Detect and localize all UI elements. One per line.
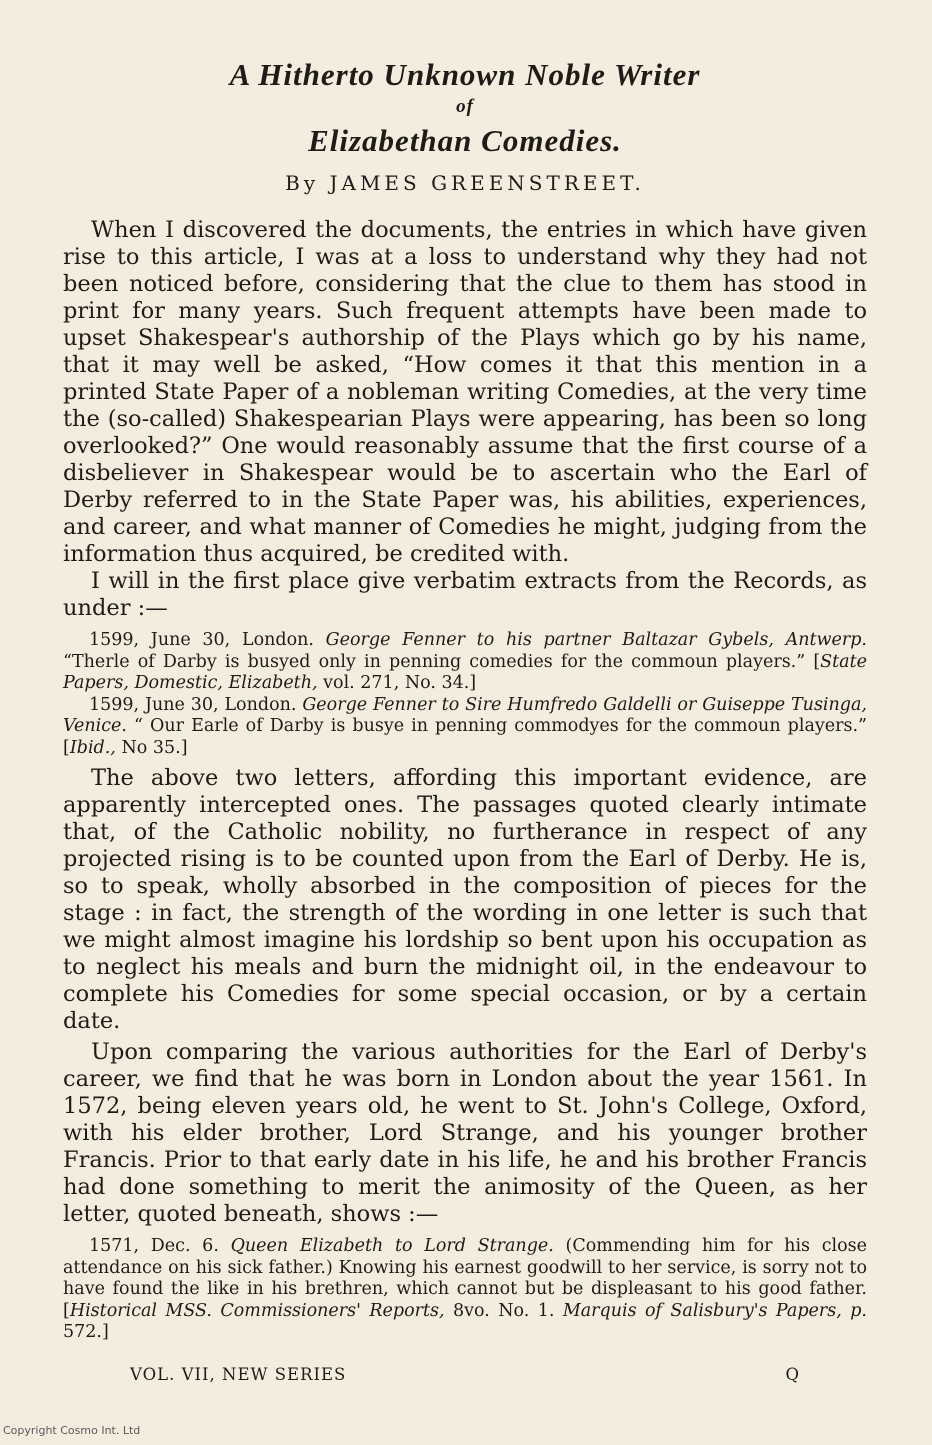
article-page [63,55,867,1350]
extract-2-ref-open: [ [63,737,70,758]
extract-3-ref-mid: 8vo. No. 1. [452,1300,555,1321]
page-footer [130,1365,800,1384]
paragraph-intro: When I discovered the documents, the entries in which have given rise to this article, I was at a loss to understand why they had not been noticed before, considering that the clue to them has stood in print for many years. Such frequent attempts have been made to upset Shakespear's authorship of the Plays which go by his name, that it may well be asked, “How comes it that this mention in a printed State Paper of a nobleman writing Comedies, at the very time the (so-called) Shakespearian Plays were appearing, has been so long overlooked?” One would reasonably assume that the first course of a disbeliever in Shakespear would be to ascertain who the Earl of Derby referred to in the State Paper was, his abilities, experiences, and career, and what manner of Comedies he might, judging from the information thus acquired, be credited with. [63,217,867,567]
extract-3-text: (Commending him for his close attendance on his sick father.) Knowing his earnest goodwill to her service, is sorry not to have found the like in his brethren, which cannot but be displeasant to his good father. [63,1236,867,1299]
extract-2-quote: “ Our Earle of Darby is busye in penning commodyes for the commoun players.” [134,716,867,736]
paragraph-career: Upon comparing the various authorities for the Earl of Derby's career, we find that he was born in London about the year 1561. In 1572, being eleven years old, he went to St. John's College, Oxford, with his elder brother, Lord Strange, and his younger brother Francis. Prior to that early date in his life, he and his brother Francis had done something to merit the animosity of the Queen, as her letter, quoted beneath, shows :— [63,1039,867,1227]
extract-3 [63,1236,867,1344]
extract-3-block [63,1236,867,1344]
extract-1-date: 1599, June 30, London. [89,630,314,650]
article-title: A Hitherto Unknown Noble Writer [229,57,701,92]
author-byline: By JAMES GREENSTREET. [285,171,645,195]
extract-1-ref-title: State Papers, Domestic, Elizabeth, [63,651,867,693]
copyright-watermark: Copyright Cosmo Int. Ltd [3,1424,141,1437]
extract-3-ref-rest: 572.] [63,1322,109,1342]
extract-1 [63,630,867,695]
extract-2-ref-title: Ibid., [69,737,116,758]
extract-3-ref-title: Historical MSS. Commissioners' Reports, [69,1300,445,1321]
extract-2 [63,695,867,760]
paragraph-extracts-lead: I will in the first place give verbatim extracts from the Records, as under :— [63,568,867,621]
extract-2-ref-rest: No 35.] [121,737,188,758]
extract-1-heading: George Fenner to his partner Baltazar Gybels, Antwerp. [325,630,867,650]
extract-2-date: 1599, June 30, London. [89,694,297,715]
extract-1-ref-open: [ [813,651,821,672]
extract-3-date: 1571, Dec. 6. [89,1236,219,1256]
signature-mark: Q [785,1365,800,1384]
extract-3-ref-title2: Marquis of Salisbury's Papers, p. [562,1300,867,1321]
article-subtitle: Elizabethan Comedies. [308,123,622,158]
extracts-block [63,630,867,759]
extract-3-ref-open: [ [63,1300,70,1321]
extract-1-ref-rest: vol. 271, No. 34.] [323,673,477,693]
volume-label: VOL. VII, NEW SERIES [130,1365,347,1384]
article-title-of: of [456,96,474,117]
paragraph-letters: The above two letters, affording this important evidence, are apparently intercepted ones. The passages quoted clearly intimate that, of the Catholic nobility, no furtherance in respect of any projected rising is to be counted upon from the Earl of Derby. He is, so to speak, wholly absorbed in the composition of pieces for the stage : in fact, the strength of the wording in one letter is such that we might almost imagine his lordship so bent upon his occupation as to neglect his meals and burn the midnight oil, in the endeavour to complete his Comedies for some special occasion, or by a certain date. [63,765,867,1034]
extract-3-heading: Queen Elizabeth to Lord Strange. [230,1236,554,1256]
extract-1-quote: “Therle of Darby is busyed only in penning comedies for the commoun players.” [63,651,806,672]
extract-2-heading: George Fenner to Sire Humfredo Galdelli or Guiseppe Tusinga, Venice. [63,694,867,736]
